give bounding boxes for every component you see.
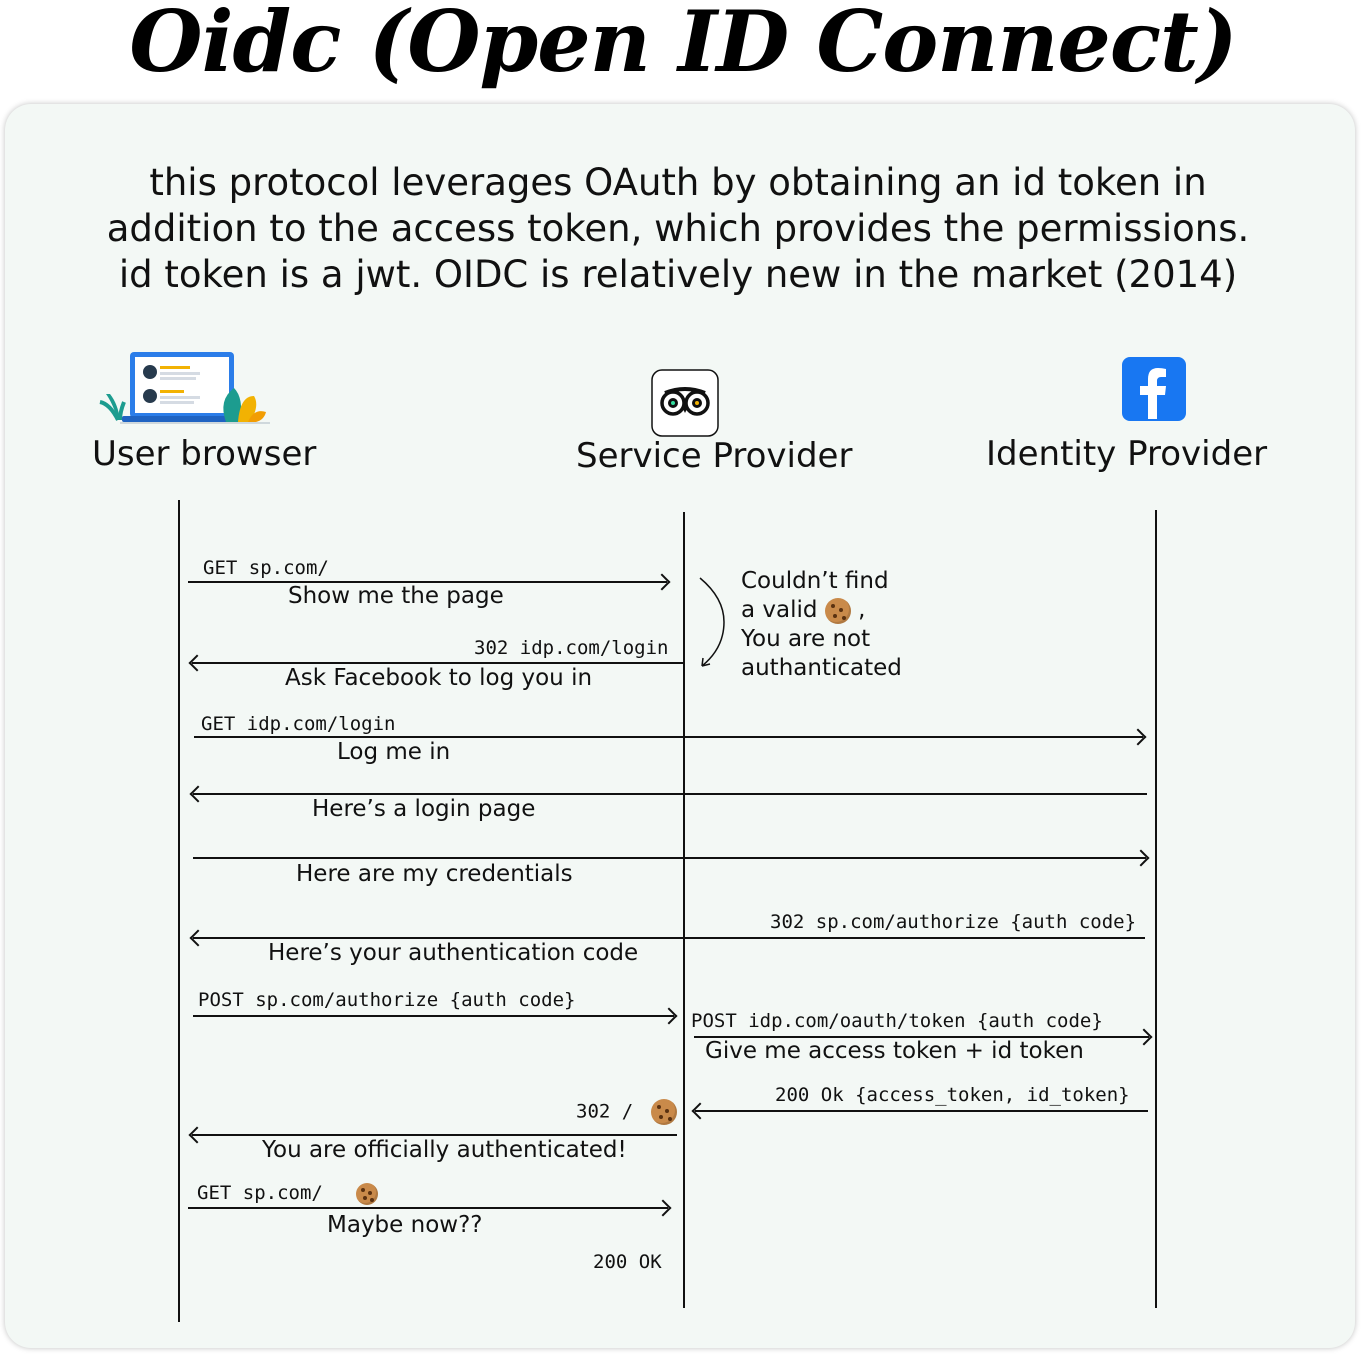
description-line-3: id token is a jwt. OIDC is relatively new in the market (2014) [118, 253, 1238, 296]
message-2-text: Ask Facebook to log you in [285, 665, 593, 691]
message-10-code-text: 302 / [576, 1100, 634, 1123]
lifeline-identity-provider [1155, 510, 1157, 1308]
actor-identity-provider-label: Identity Provider [986, 434, 1268, 474]
message-11-code-text: GET sp.com/ [197, 1182, 323, 1204]
message-11-text: Maybe now?? [327, 1212, 483, 1238]
note-line-3: You are not [741, 626, 871, 652]
lifeline-user-browser [178, 500, 180, 1322]
message-3-arrow [194, 736, 1143, 738]
message-9-code: 200 Ok {access_token, id_token} [775, 1084, 1130, 1106]
message-1-text: Show me the page [288, 583, 504, 609]
note-line-2 [741, 596, 902, 625]
message-3-code: GET idp.com/login [201, 713, 396, 735]
message-11-arrow [188, 1207, 668, 1209]
message-10-arrow [192, 1134, 677, 1136]
message-10-code [576, 1099, 677, 1125]
message-10-text: You are officially authenticated! [262, 1137, 627, 1163]
message-12-code: 200 OK [593, 1251, 662, 1273]
note-no-cookie [741, 567, 902, 683]
note-line-4: authanticated [741, 655, 902, 681]
note-line-2-text: a valid [741, 597, 818, 623]
message-8-code: POST idp.com/oauth/token {auth code} [691, 1010, 1103, 1032]
message-4-arrow [193, 793, 1147, 795]
message-5-text: Here are my credentials [296, 861, 573, 887]
actor-service-provider-label: Service Provider [576, 436, 853, 476]
diagram-title: Oidc (Open ID Connect) [129, 0, 1237, 91]
message-1-code: GET sp.com/ [203, 557, 329, 579]
message-4-text: Here’s a login page [312, 796, 536, 822]
note-line-1: Couldn’t find [741, 568, 889, 594]
message-7-code: POST sp.com/authorize {auth code} [198, 989, 576, 1011]
laptop-icon [98, 332, 270, 426]
note-line-2-comma: , [858, 597, 866, 623]
actor-user-browser-label: User browser [92, 434, 317, 474]
message-9-arrow [695, 1110, 1148, 1112]
description [60, 160, 1296, 298]
message-11-code [197, 1182, 378, 1205]
cookie-icon [825, 598, 851, 624]
message-2-code: 302 idp.com/login [474, 637, 669, 659]
message-2-arrow [192, 662, 684, 664]
facebook-icon [1122, 357, 1186, 421]
note-bracket [694, 574, 734, 672]
message-6-text: Here’s your authentication code [268, 940, 639, 966]
lifeline-service-provider [683, 512, 685, 1308]
message-3-text: Log me in [337, 739, 451, 765]
owl-icon [651, 369, 719, 437]
cookie-icon [651, 1099, 677, 1125]
message-7-arrow [193, 1015, 674, 1017]
message-6-code: 302 sp.com/authorize {auth code} [770, 911, 1137, 933]
message-8-text: Give me access token + id token [705, 1038, 1084, 1064]
message-6-arrow [193, 937, 1145, 939]
description-line-1: this protocol leverages OAuth by obtaining an id token in [149, 161, 1207, 204]
cookie-icon [356, 1183, 378, 1205]
description-line-2: addition to the access token, which provides the permissions. [106, 207, 1250, 250]
message-5-arrow [193, 857, 1146, 859]
